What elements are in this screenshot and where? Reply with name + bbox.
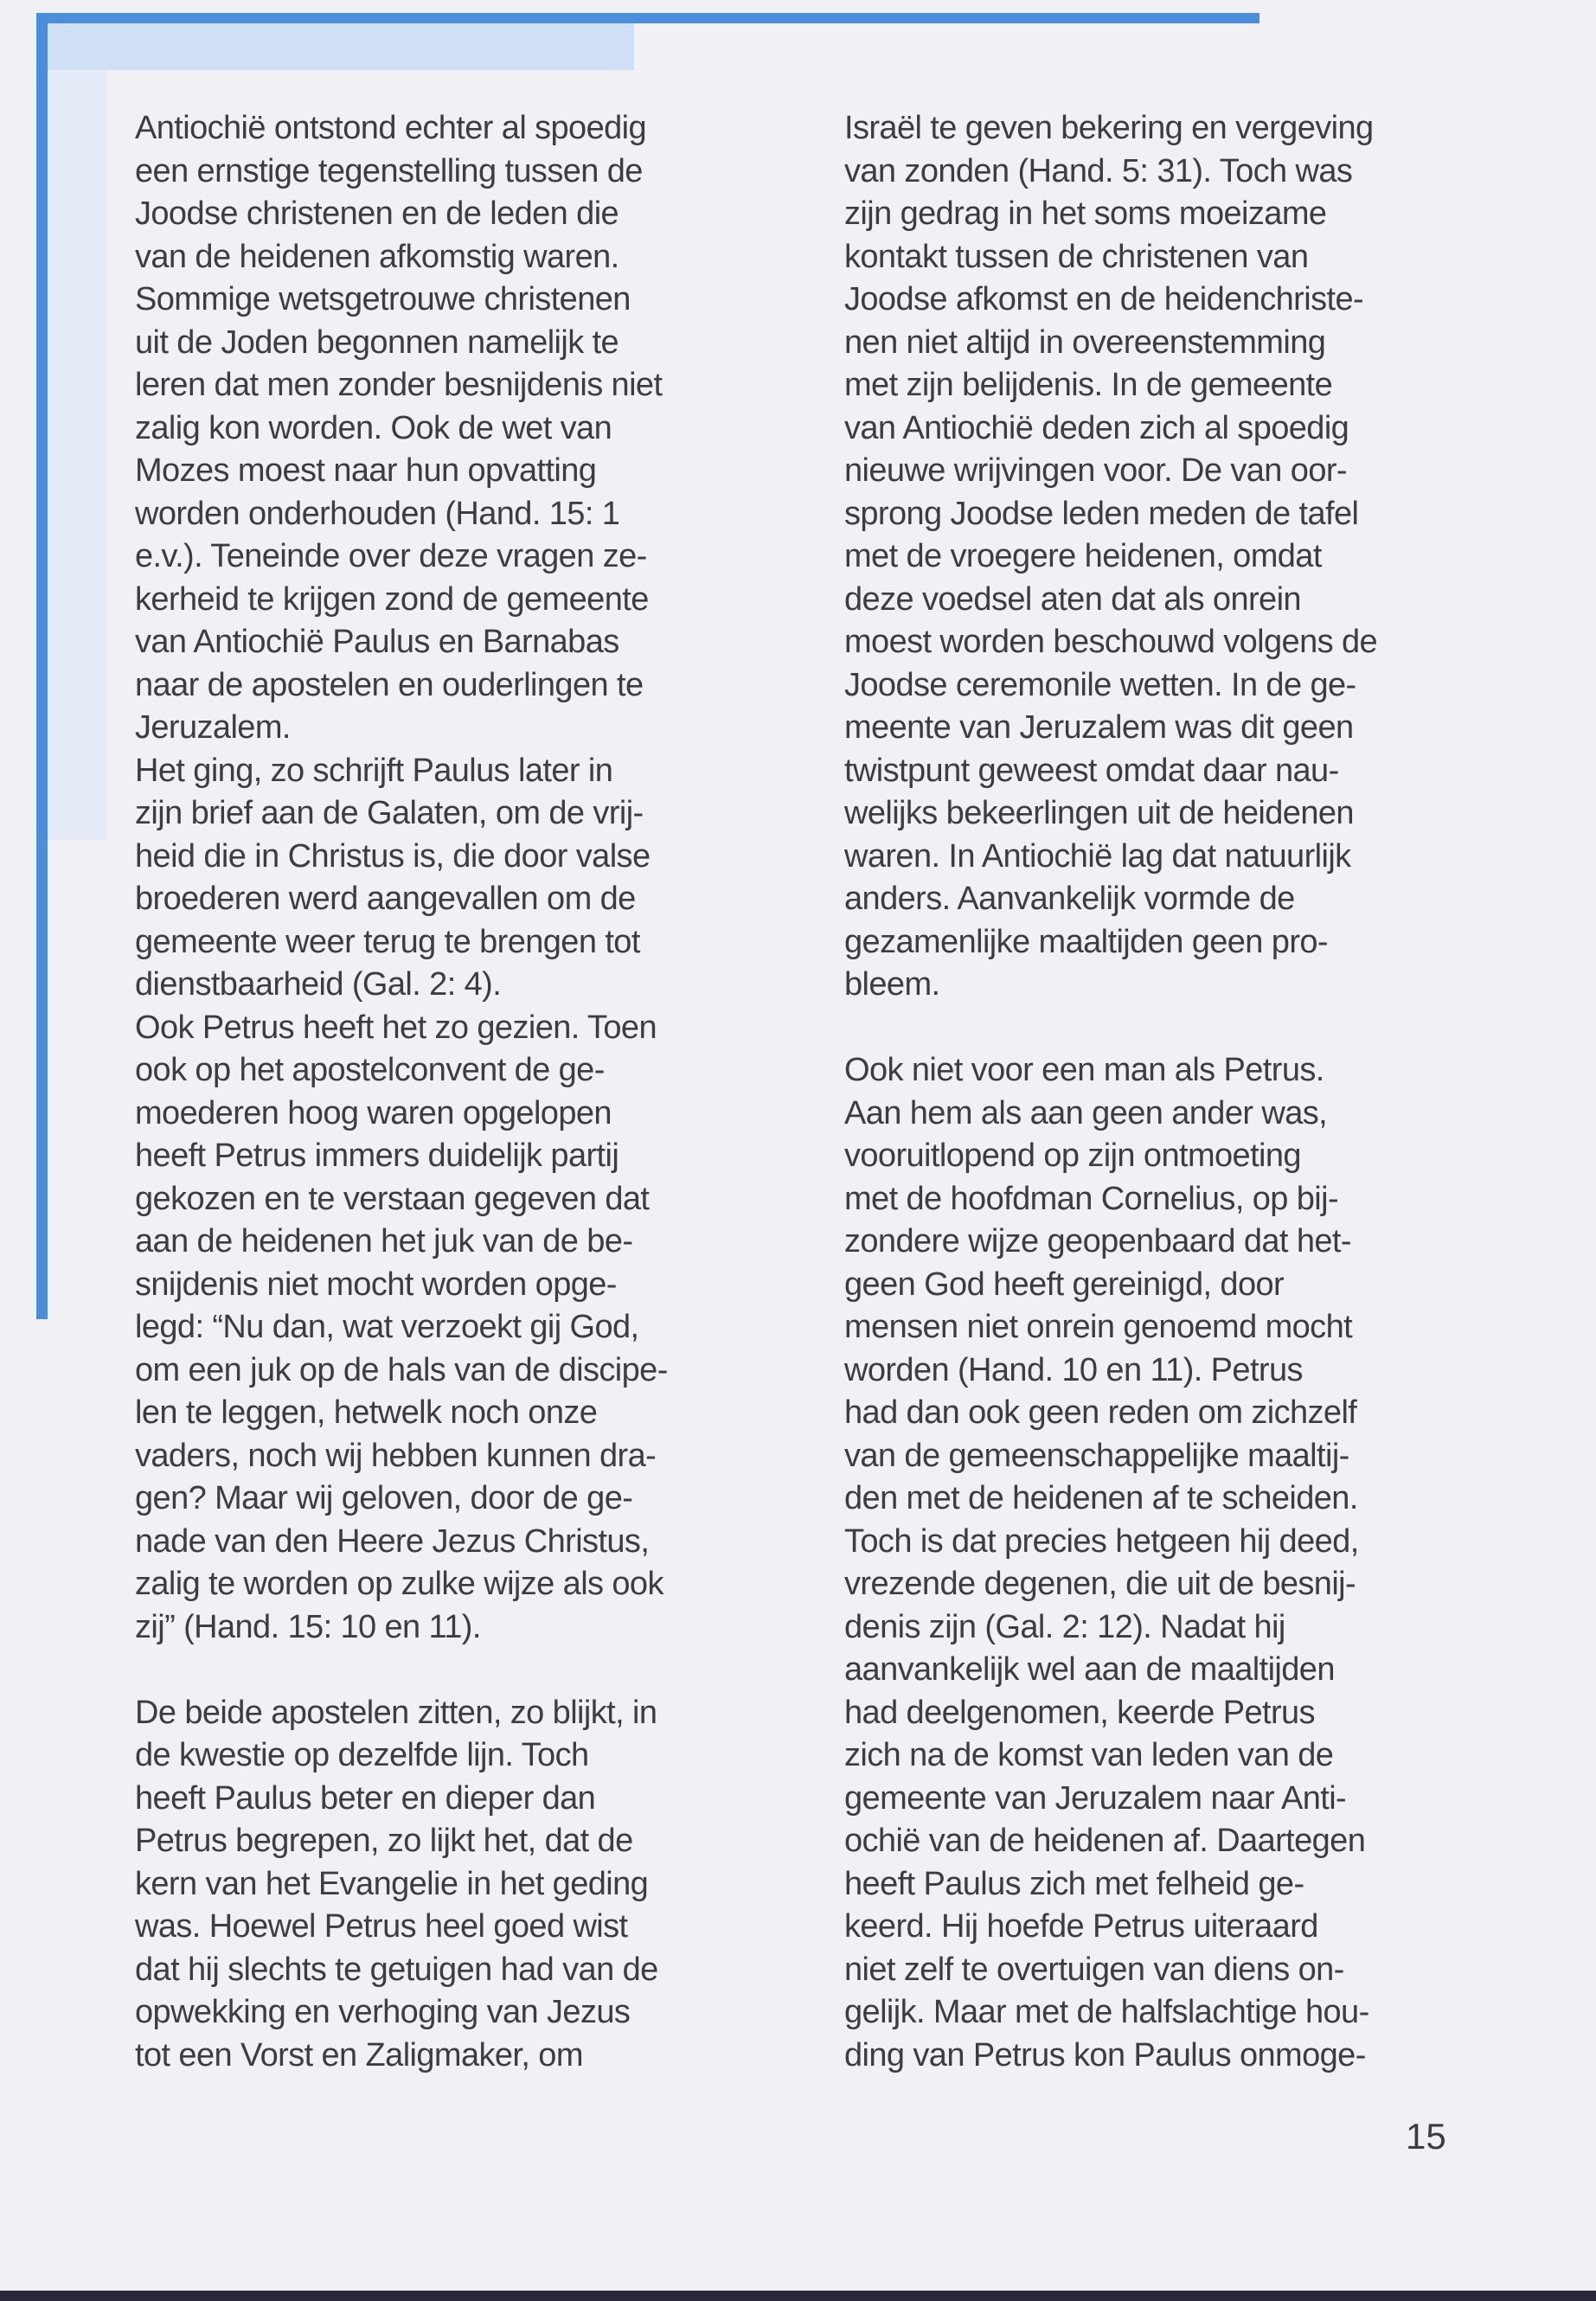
text-line: had dan ook geen reden om zichzelf [844,1394,1357,1431]
text-line: vrezende degenen, die uit de besnij- [844,1566,1356,1602]
text-line: ding van Petrus kon Paulus onmoge- [844,2036,1366,2073]
text-line: Toch is dat precies hetgeen hij deed, [844,1522,1359,1560]
text-line: niet zelf te overtuigen van diens on- [844,1951,1344,1988]
text-column-right [844,107,1484,2077]
text-line: gemeente van Jeruzalem naar Anti- [844,1779,1347,1817]
text-line: met de hoofdman Cornelius, op bij- [844,1180,1339,1217]
text-line: dat hij slechts te getuigen had van de [135,1951,658,1988]
text-line: e.v.). Teneinde over deze vragen ze- [135,538,647,574]
decorative-light-strip [48,70,106,840]
text-line: zondere wijze geopenbaard dat het- [844,1223,1351,1259]
page-number: 15 [1406,2116,1446,2157]
text-line: moest worden beschouwd volgens de [844,624,1378,660]
text-line: zalig te worden op zulke wijze als ook [135,1566,663,1602]
text-line: Israël te geven bekering en vergeving [844,110,1374,146]
text-column-left [135,107,775,2077]
text-line: Ook niet voor een man als Petrus. [844,1052,1324,1088]
text-line: broederen werd aangevallen om de [135,881,636,917]
text-line: dienstbaarheid (Gal. 2: 4). [135,966,502,1003]
text-line: van Antiochië Paulus en Barnabas [135,624,619,660]
text-line: zijn gedrag in het soms moeizame [844,195,1327,232]
text-line: heeft Paulus zich met felheid ge- [844,1865,1304,1902]
text-line: van zonden (Hand. 5: 31). Toch was [844,152,1353,189]
text-line: had deelgenomen, keerde Petrus [844,1694,1315,1731]
text-line: anders. Aanvankelijk vormde de [844,881,1295,917]
text-line: Mozes moest naar hun opvatting [135,452,597,489]
text-line: waren. In Antiochië lag dat natuurlijk [844,837,1351,875]
text-line: heeft Paulus beter en dieper dan [135,1779,596,1817]
text-line: zich na de komst van leden van de [844,1737,1334,1773]
text-line: Joodse christenen en de leden die [135,195,619,232]
decorative-left-bar [36,13,48,1319]
text-line: nade van den Heere Jezus Christus, [135,1522,650,1560]
text-line: sprong Joodse leden meden de tafel [844,495,1359,532]
text-line: van de gemeenschappelijke maaltij- [844,1437,1349,1474]
text-line: van Antiochië deden zich al spoedig [844,409,1349,446]
text-line: len te leggen, hetwelk noch onze [135,1394,598,1431]
text-line: heeft Petrus immers duidelijk partij [135,1138,619,1174]
text-line: Jeruzalem. [135,709,291,746]
text-line: om een juk op de hals van de discipe- [135,1351,668,1388]
text-line: nen niet altijd in overeenstemming [844,324,1326,361]
text-line: zalig kon worden. Ook de wet van [135,409,612,446]
text-line: bleem. [844,966,940,1003]
text-line: De beide apostelen zitten, zo blijkt, in [135,1694,657,1731]
text-line: nieuwe wrijvingen voor. De van oor- [844,452,1347,489]
text-line: denis zijn (Gal. 2: 12). Nadat hij [844,1608,1285,1645]
text-line: naar de apostelen en ouderlingen te [135,666,644,703]
text-line: deze voedsel aten dat als onrein [844,580,1301,618]
text-line: Antiochië ontstond echter al spoedig [135,110,647,146]
text-line: legd: “Nu dan, wat verzoekt gij God, [135,1309,639,1345]
text-line: zij” (Hand. 15: 10 en 11). [135,1608,481,1645]
text-line: kontakt tussen de christenen van [844,238,1309,275]
text-line: vooruitlopend op zijn ontmoeting [844,1138,1301,1174]
text-line: Petrus begrepen, zo lijkt het, dat de [135,1823,633,1859]
text-line: gelijk. Maar met de halfslachtige hou- [844,1994,1369,2030]
text-line: aan de heidenen het juk van de be- [135,1223,633,1259]
text-line: zijn brief aan de Galaten, om de vrij- [135,795,644,831]
text-line: geen God heeft gereinigd, door [844,1266,1285,1303]
text-line: gen? Maar wij geloven, door de ge- [135,1480,633,1516]
text-line [135,1649,775,1692]
text-line: Het ging, zo schrijft Paulus later in [135,752,613,789]
text-line: kerheid te krijgen zond de gemeente [135,580,649,618]
text-line: heid die in Christus is, die door valse [135,837,651,875]
scan-bottom-edge [0,2291,1596,2301]
text-line: worden onderhouden (Hand. 15: 1 [135,495,620,532]
text-line: gezamenlijke maaltijden geen pro- [844,923,1328,960]
text-line: Joodse afkomst en de heidenchriste- [844,281,1364,317]
text-line: Ook Petrus heeft het zo gezien. Toen [135,1009,657,1046]
text-line: uit de Joden begonnen namelijk te [135,324,619,361]
text-line: gekozen en te verstaan gegeven dat [135,1180,650,1217]
text-line: twistpunt geweest omdat daar nau- [844,752,1339,789]
text-line [844,1007,1484,1050]
text-line: gemeente weer terug te brengen tot [135,923,640,960]
text-line: welijks bekeerlingen uit de heidenen [844,795,1354,831]
text-line: aanvankelijk wel aan de maaltijden [844,1651,1335,1688]
text-line: mensen niet onrein genoemd mocht [844,1309,1353,1345]
text-line: leren dat men zonder besnijdenis niet [135,367,663,403]
text-line: moederen hoog waren opgelopen [135,1094,612,1131]
text-line: de kwestie op dezelfde lijn. Toch [135,1737,589,1773]
text-line: Sommige wetsgetrouwe christenen [135,281,631,317]
decorative-top-bar [36,13,1259,23]
text-line: vaders, noch wij hebben kunnen dra- [135,1437,657,1474]
text-line: ochië van de heidenen af. Daartegen [844,1823,1366,1859]
text-line: snijdenis niet mocht worden opge- [135,1266,617,1303]
text-line: den met de heidenen af te scheiden. [844,1480,1358,1516]
text-line: Joodse ceremonile wetten. In de ge- [844,666,1356,703]
text-line: een ernstige tegenstelling tussen de [135,152,643,189]
text-line: van de heidenen afkomstig waren. [135,238,619,275]
text-line: ook op het apostelconvent de ge- [135,1052,605,1088]
text-line: worden (Hand. 10 en 11). Petrus [844,1351,1303,1388]
text-line: opwekking en verhoging van Jezus [135,1994,631,2030]
text-line: was. Hoewel Petrus heel goed wist [135,1908,628,1945]
text-line: tot een Vorst en Zaligmaker, om [135,2036,583,2073]
text-line: Aan hem als aan geen ander was, [844,1094,1328,1131]
text-line: keerd. Hij hoefde Petrus uiteraard [844,1908,1318,1945]
decorative-light-block [48,23,634,70]
text-line: met de vroegere heidenen, omdat [844,538,1322,574]
text-line: kern van het Evangelie in het geding [135,1865,649,1902]
text-line: meente van Jeruzalem was dit geen [844,709,1354,746]
text-line: met zijn belijdenis. In de gemeente [844,367,1333,403]
